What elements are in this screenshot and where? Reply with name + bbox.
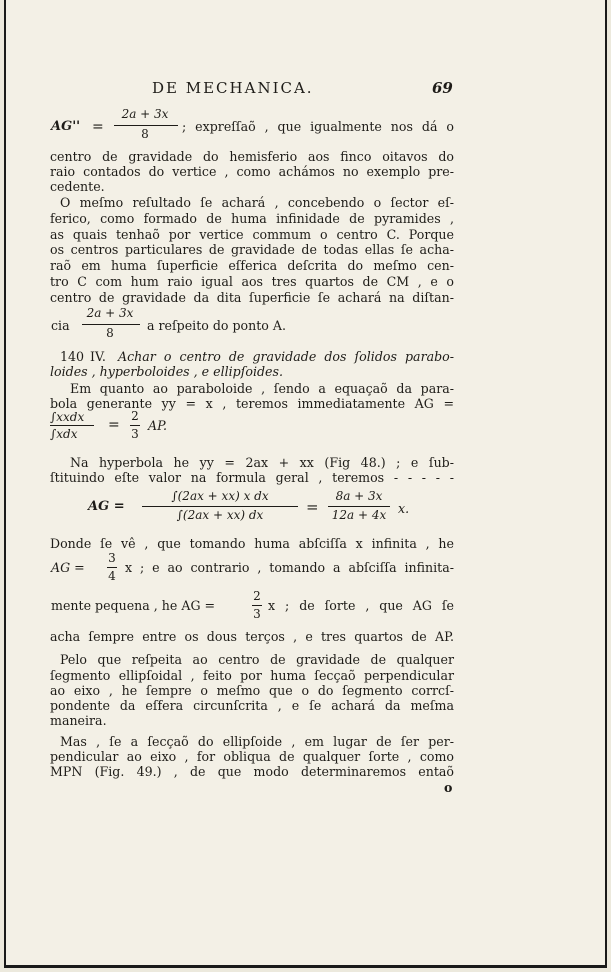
eq2-prefix: cia (51, 318, 70, 333)
eq2-fraction-bar (82, 324, 140, 325)
eq1-numerator: 2a + 3x (121, 107, 169, 121)
eq3-equals: = (108, 417, 120, 433)
eq3-tail: AP. (148, 418, 168, 433)
section-roman: IV. (90, 349, 106, 364)
text-line: Na hyperbola he yy = 2ax + xx (Fig 48.) ; e ſub- (70, 455, 454, 470)
section-title: Achar o centro de gravidade dos ſolidos parabo- (118, 349, 454, 364)
text-line: centro de gravidade do hemisferio aos finco oitavos do (50, 149, 454, 164)
eq6-tail: x ; de ſorte , que AG ſe (268, 598, 454, 613)
eq4-numerator: ∫(2ax + xx) x dx (171, 489, 269, 503)
eq2-tail: a reſpeito do ponto A. (147, 318, 286, 333)
eq3-numerator: ∫xxdx (50, 410, 85, 424)
text-line: ſegmento ellipſoidal , feito por huma ſecçaõ perpendicular (50, 668, 454, 683)
eq1-fraction-bar (114, 125, 178, 126)
text-line: acha ſempre entre os dous terços , e tres quartos de AP. (50, 629, 454, 644)
text-line: raõ em huma ſuperficie eſferica deſcrita do meſmo cen- (50, 258, 454, 273)
catchword: o (444, 780, 453, 795)
text-line: Mas , ſe a ſecçaõ do ellipſoide , em lugar de ſer per- (60, 734, 454, 749)
text-line: cedente. (50, 179, 105, 194)
eq4-denominator-2: 12a + 4x (331, 508, 387, 522)
eq6-prefix: mente pequena , he AG = (51, 598, 216, 613)
text-line: pendicular ao eixo , for obliqua de qualquer ſorte , como (50, 749, 454, 764)
eq1-lhs: AG'' (51, 119, 81, 134)
eq3-frac-num: 2 (131, 409, 139, 423)
section-title-cont: loides , hyperboloides , e ellipſoides. (50, 364, 283, 379)
text-line: Pelo que reſpeita ao centro de gravidade de qualquer (60, 652, 454, 667)
text-line: MPN (Fig. 49.) , de que modo determinaremos entaõ (50, 764, 454, 779)
eq4-denominator: ∫(2ax + xx) dx (176, 508, 264, 522)
text-line: raio contados do vertice , como achámos no exemplo pre- (50, 164, 454, 179)
eq4-equals: = (306, 498, 319, 516)
eq4-fraction-bar-2 (328, 506, 390, 507)
text-line: pondente da eſfera circunſcrita , e ſe achará da meſma (50, 698, 454, 713)
eq4-fraction-bar (142, 506, 298, 507)
eq1-equals: = (92, 119, 104, 135)
eq3-frac-den: 3 (131, 427, 139, 441)
eq4-lhs: AG = (88, 499, 125, 514)
text-line: O meſmo reſultado ſe achará , concebendo o ſector eſ- (60, 195, 454, 210)
eq5-bar (107, 567, 117, 568)
eq5-num: 3 (108, 551, 116, 565)
text-line: Donde ſe vê , que tomando huma abſciſſa x infinita , he (50, 536, 454, 551)
eq3-fraction-bar (50, 425, 94, 426)
page-number: 69 (432, 79, 453, 97)
eq4-numerator-2: 8a + 3x (335, 489, 383, 503)
eq3-frac-bar (130, 425, 140, 426)
text-line: maneira. (50, 713, 107, 728)
text-line: centro de gravidade da dita ſuperficie ſe achará na diſtan- (50, 290, 454, 305)
eq5-lhs: AG = (51, 560, 85, 575)
eq2-denominator: 8 (106, 326, 114, 340)
section-number: 140 (60, 349, 85, 364)
eq1-denominator: 8 (141, 127, 149, 141)
text-line: Em quanto ao paraboloide , ſendo a equaçaõ da para- (70, 381, 454, 396)
eq4-tail: x. (398, 501, 410, 516)
eq6-bar (252, 605, 262, 606)
text-line: bola generante yy = x , teremos immediatamente AG = (50, 396, 454, 411)
text-line: as quais tenhaõ por vertice commum o centro C. Porque (50, 227, 454, 242)
text-line: os centros particulares de gravidade de todas ellas ſe acha- (50, 242, 454, 257)
running-header: DE MECHANICA. (152, 79, 314, 97)
eq1-tail: ; expreſſaõ , que igualmente nos dá o (182, 119, 454, 134)
eq5-den: 4 (108, 569, 116, 583)
eq2-numerator: 2a + 3x (86, 306, 134, 320)
eq3-denominator: ∫xdx (50, 427, 78, 441)
text-line: tro C com hum raio igual aos tres quartos de CM , e o (50, 274, 454, 289)
eq6-num: 2 (253, 589, 261, 603)
eq5-tail: x ; e ao contrario , tomando a abſciſſa infinita- (125, 560, 454, 575)
text-line: ao eixo , he ſempre o meſmo que o do ſegmento corrcſ- (50, 683, 454, 698)
text-line: ſtituindo eſte valor na formula geral , teremos - - - - - (50, 470, 454, 485)
text-line: ferico, como formado de huma infinidade de pyramides , (50, 211, 454, 226)
eq6-den: 3 (253, 607, 261, 621)
